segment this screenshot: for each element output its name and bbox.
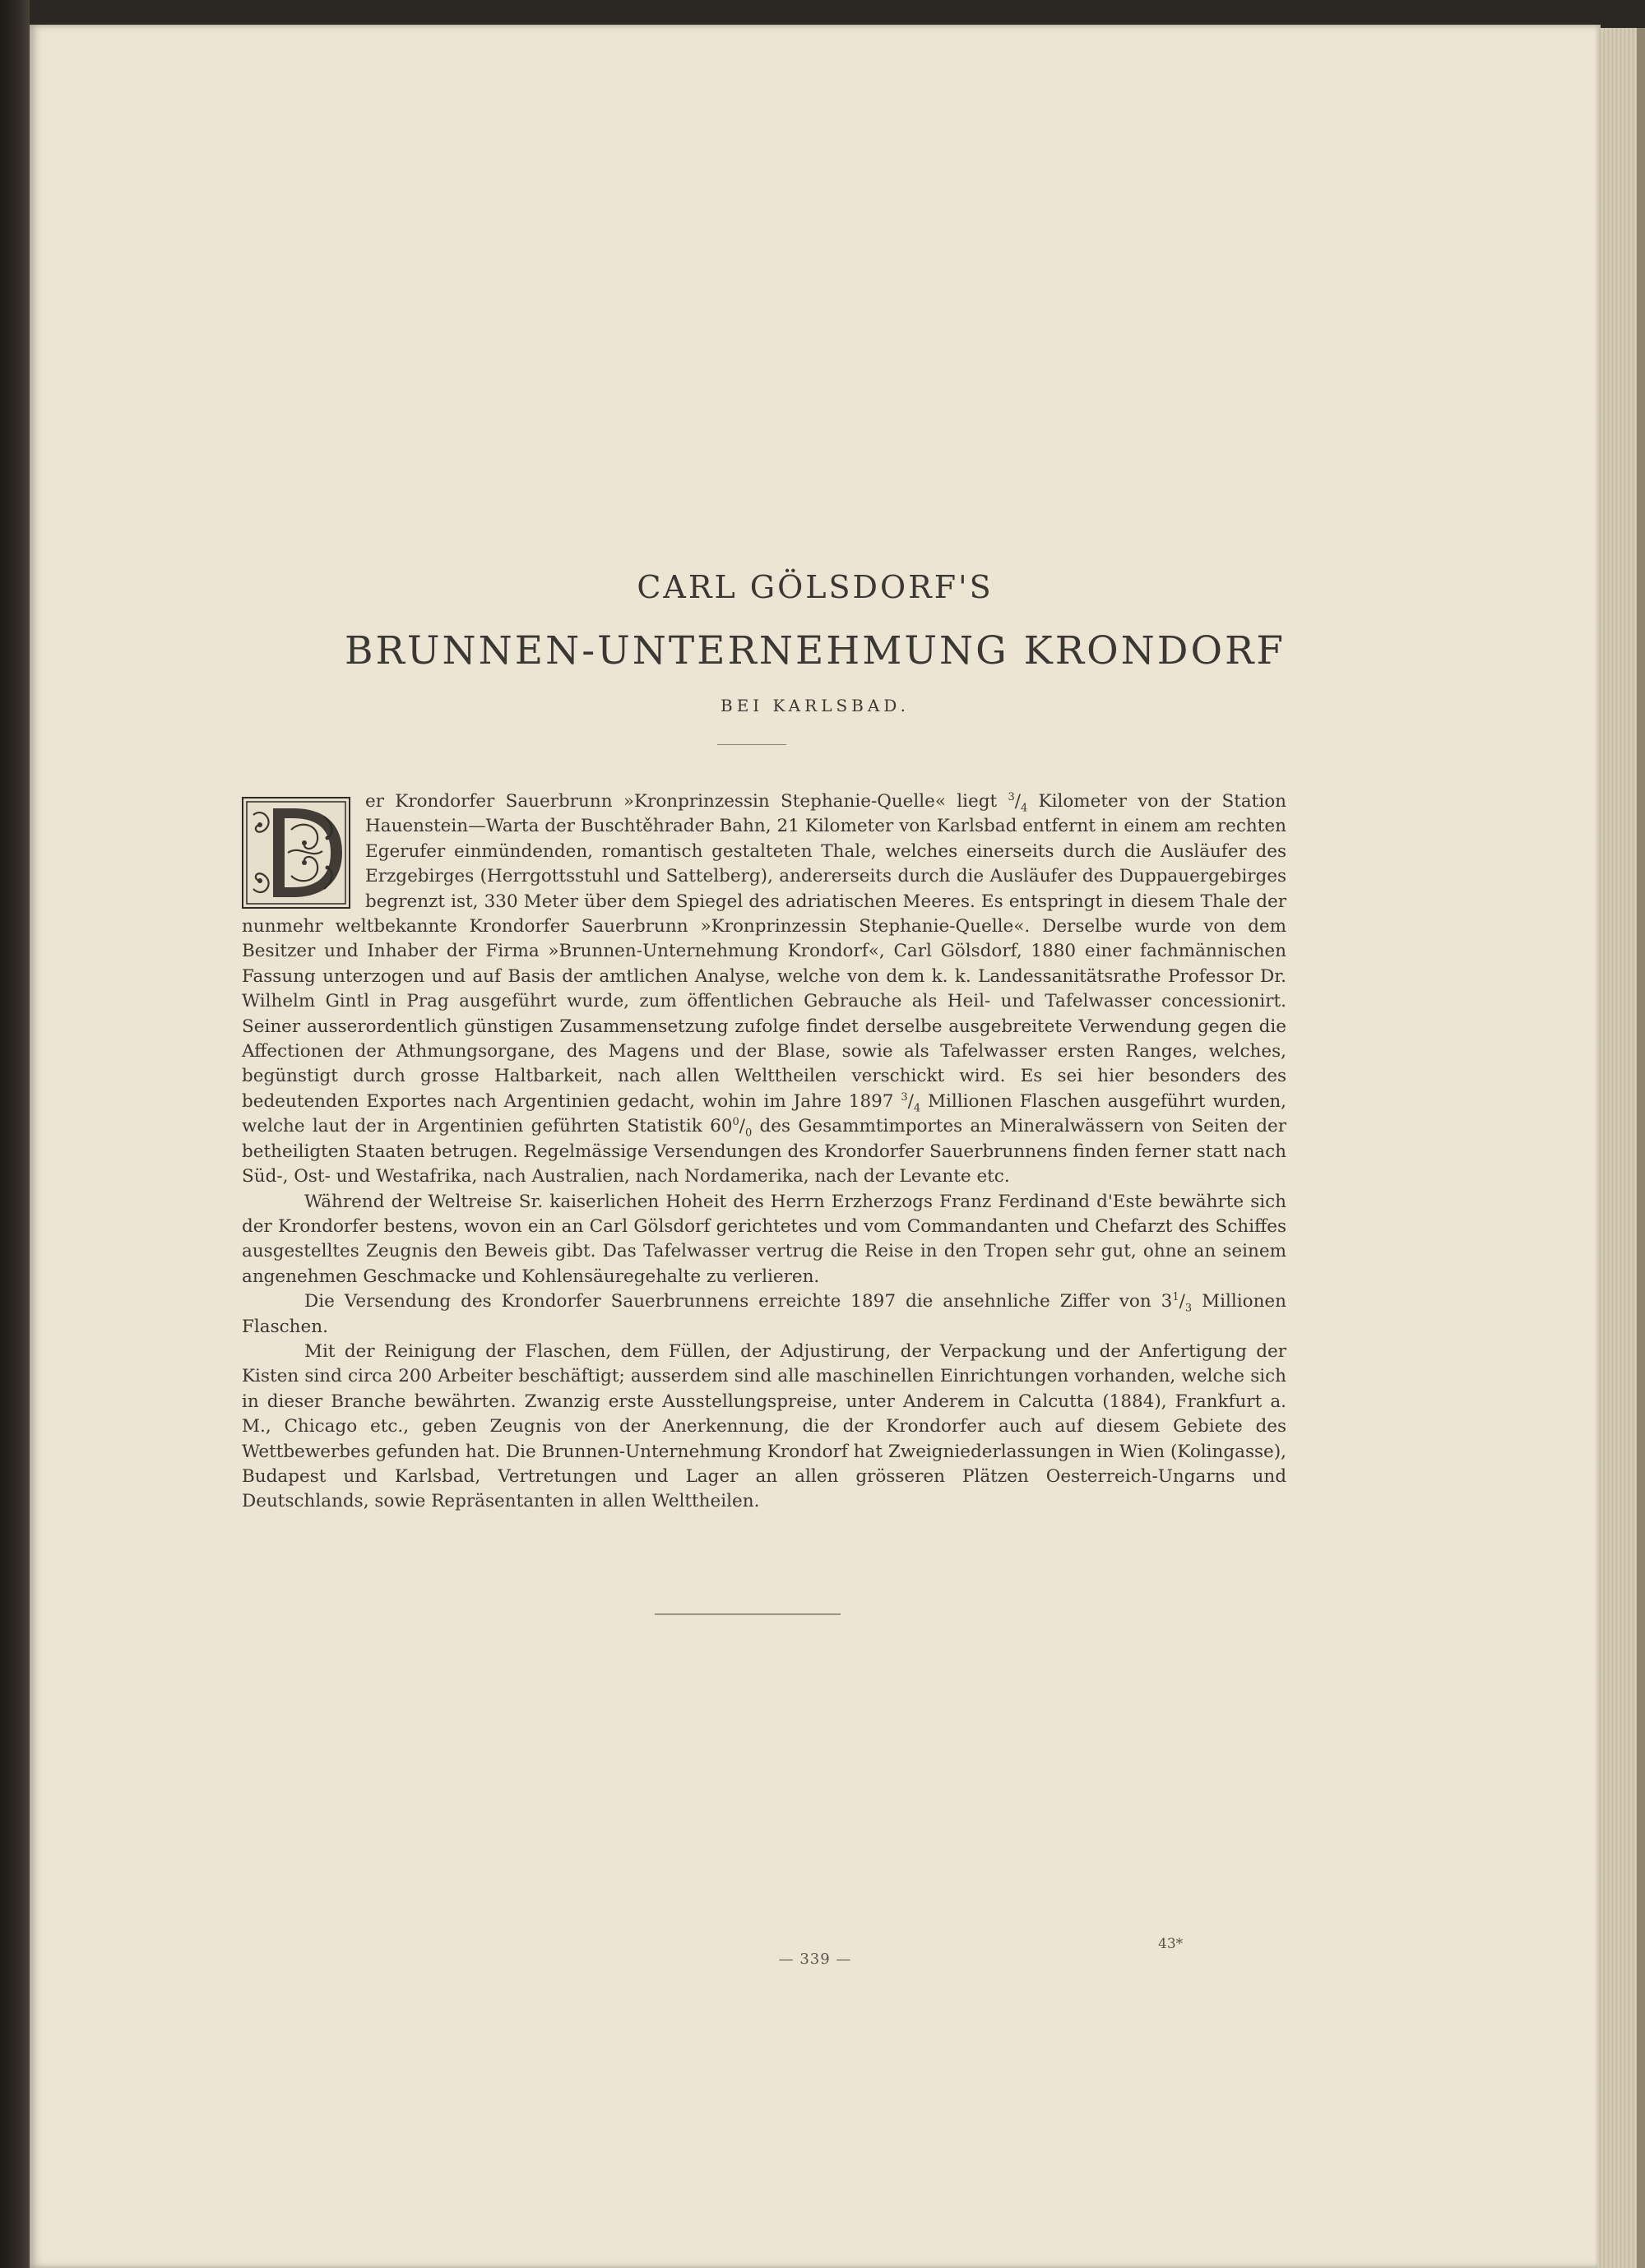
title-main-heading: BRUNNEN-UNTERNEHMUNG KRONDORF (344, 628, 1286, 673)
signature-mark: 43* (1158, 1936, 1184, 1952)
book-page (30, 25, 1601, 2268)
paragraph-3: Die Versendung des Krondorfer Sauerbrunnens erreichte 1897 die ansehnliche Ziffer von $3^1/_3$ Millionen Flaschen. (242, 1290, 1286, 1337)
paragraph-2: Während der Weltreise Sr. kaiserlichen Hoheit des Herrn Erzherzogs Franz Ferdinand d'Este bewährte sich der Krondorfer bestens, wovon ein an Carl Gölsdorf gerichtetes und vom Commandanten und Chefarzt des Schiffes ausgestelltes Zeugnis den Beweis gibt. Das Tafelwasser vertrug die Reise in den Tropen sehr gut, ohne an seinem angenehmen Geschmacke und Kohlensäuregehalte zu verlieren. (242, 1191, 1286, 1287)
closing-divider (655, 1613, 841, 1615)
title-divider (717, 744, 786, 745)
paragraph-4: Mit der Reinigung der Flaschen, dem Füllen, der Adjustirung, der Verpackung und der Anfertigung der Kisten sind circa 200 Arbeiter beschäftigt; ausserdem sind alle maschinellen Einrichtungen vorhanden, welche sich in dieser Branche bewährten. Zwanzig erste Ausstellungspreise, unter Anderem in Calcutta (1884), Frankfurt a. M., Chicago etc., geben Zeugnis von der Anerkennung, die der Krondorfer auch auf diesem Gebiete des Wettbewerbes gefunden hat. Die Brunnen-Unternehmung Krondorf hat Zweigniederlassungen in Wien (Kolingasse), Budapest und Karlsbad, Vertretungen und Lager an allen grösseren Plätzen Oesterreich-Ungarns und Deutschlands, sowie Repräsentanten in allen Welttheilen. (242, 1340, 1286, 1512)
ornamental-initial-d-icon (242, 797, 350, 909)
page-number: — 339 — (778, 1951, 852, 1968)
paragraph-1: er Krondorfer Sauerbrunn »Kronprinzessin Stephanie-Quelle« liegt $^3/_4$ Kilometer von der Station Hauenstein—Warta der Buschtěhrader Bahn, 21 Kilometer von Karlsbad entfernt in einem am rechten Egerufer einmündenden, romantisch gestalteten Thale, welches einerseits durch die Ausläufer des Erzgebirges (Herrgottsstuhl und Sattelberg), andererseits durch die Ausläufer des Duppauergebirges begrenzt ist, 330 Meter über dem Spiegel des adriatischen Meeres. Es entspringt in diesem Thale der nunmehr weltbekannte Krondorfer Sauerbrunn »Kronprinzessin Stephanie-Quelle«. Derselbe wurde von dem Besitzer und Inhaber der Firma »Brunnen-Unternehmung Krondorf«, Carl Gölsdorf, 1880 einer fachmännischen Fassung unterzogen und auf Basis der amtlichen Analyse, welche von dem k. k. Landessanitätsrathe Professor Dr. Wilhelm Gintl in Prag ausgeführt wurde, zum öffentlichen Gebrauche als Heil- und Tafelwasser concessionirt. Seiner ausserordentlich günstigen Zusammensetzung zufolge findet derselbe ausgebreitete Verwendung gegen die Affectionen der Athmungsorgane, des Magens und der Blase, sowie als Tafelwasser ersten Ranges, welches, begünstigt durch grosse Haltbarkeit, nach allen Welttheilen verschickt wird. Es sei hier besonders des bedeutenden Exportes nach Argentinien gedacht, wohin im Jahre 1897 $^3/_4$ Millionen Flaschen ausgeführt wurden, welche laut der in Argentinien geführten Statistik $60^0/_0$ des Gesammtimportes an Mineralwässern von Seiten der betheiligten Staaten betrugen. Regelmässige Versendungen des Krondorfer Sauerbrunnens finden ferner statt nach Süd-, Ost- und Westafrika, nach Australien, nach Nordamerika, nach der Levante etc. (242, 790, 1286, 1187)
article-body (242, 789, 1286, 1515)
title-block (30, 569, 1601, 715)
title-company-name: CARL GÖLSDORF'S (637, 569, 994, 605)
book-spine-edge (0, 0, 30, 2268)
page-block-shadow (1637, 28, 1645, 2268)
title-location: BEI KARLSBAD. (721, 696, 910, 715)
